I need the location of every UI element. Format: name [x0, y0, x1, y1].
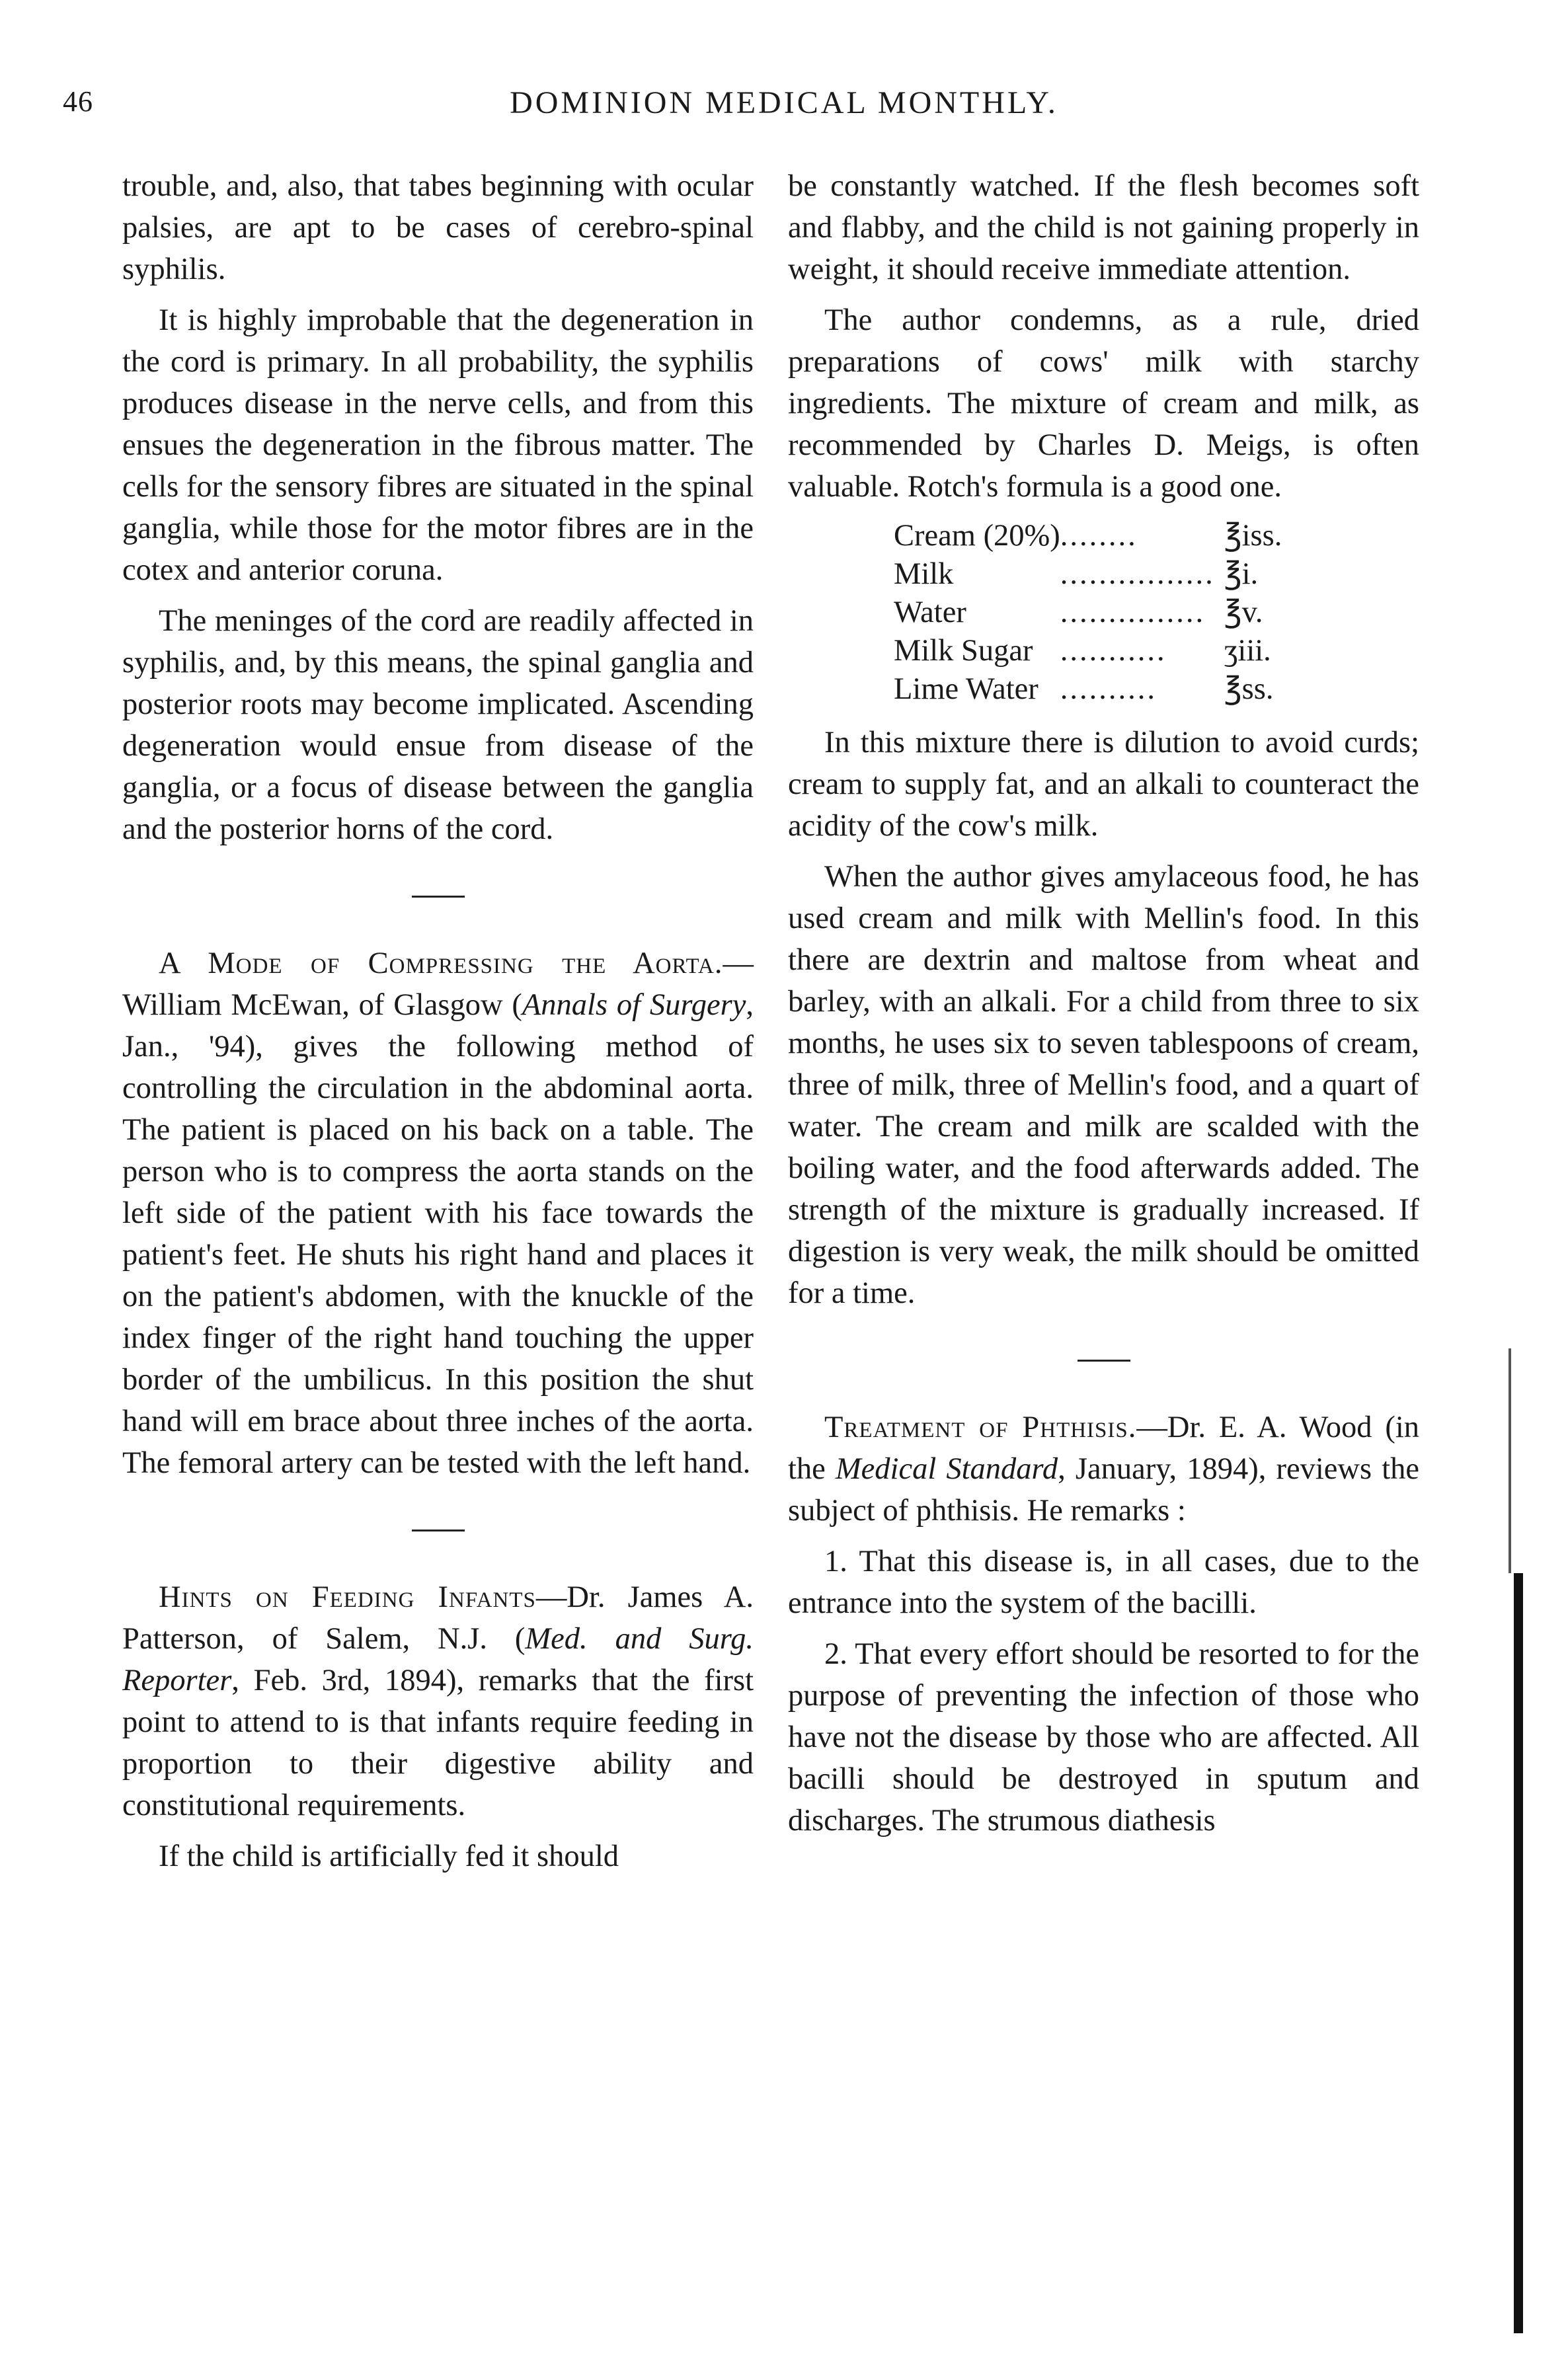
- journal-title: Annals of Surgery: [522, 988, 746, 1022]
- leader-dots: ........: [1060, 519, 1138, 553]
- right-column: [788, 165, 1419, 1841]
- article-infants: Hints on Feeding Infants—Dr. James A. Patterson, of Salem, N.J. (Med. and Surg. Reporter, Feb. 3rd, 1894), remarks that the first point to attend to is that infants require feeding in proportion to their digestive ability and constitutional requirements.: [122, 1580, 754, 1822]
- article-heading: Treatment of Phthisis.: [824, 1411, 1137, 1444]
- formula-row: [894, 670, 1282, 709]
- paragraph: In this mixture there is dilution to avoid curds; cream to supply fat, and an alkali to counteract the acidity of the cow's milk.: [788, 726, 1419, 843]
- leader-dots: ...............: [1060, 596, 1206, 629]
- paragraph: The author condemns, as a rule, dried preparations of cows' milk with starchy ingredients. The mixture of cream and milk, as recommended by Charles D. Meigs, is often valuable. Rotch's formula is a good one.: [788, 303, 1419, 504]
- rotch-formula-table: [894, 517, 1282, 709]
- leader-dots: ...........: [1060, 634, 1167, 668]
- paragraph: It is highly improbable that the degeneration in the cord is primary. In all probability, the syphilis produces disease in the nerve cells, and from this ensues the degeneration in the fibrous matter. The cells for the sensory fibres are situated in the spinal ganglia, while those for the motor fibres are in the cotex and anterior coruna.: [122, 303, 754, 587]
- article-heading: A Mode of Compressing the Aorta.: [159, 947, 723, 980]
- section-divider: [122, 850, 754, 943]
- section-divider: [122, 1484, 754, 1576]
- running-title: DOMINION MEDICAL MONTHLY.: [510, 85, 1058, 120]
- ingredient: Water: [894, 596, 966, 629]
- quantity: ℥iss.: [1224, 519, 1282, 553]
- scan-edge-mark: [1509, 1348, 1511, 1573]
- ingredient: Milk: [894, 557, 954, 591]
- scan-edge-bar: [1514, 1573, 1523, 2333]
- paragraph: trouble, and, also, that tabes beginning with ocular palsies, are apt to be cases of cerebro-spinal syphilis.: [122, 169, 754, 286]
- formula-row: [894, 555, 1282, 594]
- article-aorta: A Mode of Compressing the Aorta.—William McEwan, of Glasgow (Annals of Surgery, Jan., '94), gives the following method of controlling the circulation in the abdominal aorta. The patient is placed on his back on a table. The person who is to compress the aorta stands on the left side of the patient with his face towards the patient's feet. He shuts his right hand and places it on the patient's abdomen, with the knuckle of the index finger of the right hand touching the upper border of the umbilicus. In this position the shut hand will em brace about three inches of the aorta. The femoral artery can be tested with the left hand.: [122, 947, 754, 1480]
- paragraph: The meninges of the cord are readily affected in syphilis, and, by this means, the spinal ganglia and posterior roots may become implicated. Ascending degeneration would ensue from disease of the ganglia, or a focus of disease between the ganglia and the posterior horns of the cord.: [122, 604, 754, 846]
- quantity: ℥v.: [1224, 596, 1263, 629]
- ingredient: Lime Water: [894, 672, 1039, 706]
- left-column: [122, 165, 754, 1877]
- formula-row: [894, 517, 1282, 555]
- list-item: 2. That every effort should be resorted to for the purpose of preventing the infection of those who have not the disease by those who are affected. All bacilli should be destroyed in sputum and discharges. The strumous diathesis: [788, 1637, 1419, 1838]
- paragraph: When the author gives amylaceous food, he has used cream and milk with Mellin's food. In this there are dextrin and maltose from wheat and barley, with an alkali. For a child from three to six months, he uses six to seven tablespoons of cream, three of milk, three of Mellin's food, and a quart of water. The cream and milk are scalded with the boiling water, and the food afterwards added. The strength of the mixture is gradually increased. If digestion is very weak, the milk should be omitted for a time.: [788, 860, 1419, 1310]
- ingredient: Cream (20%): [894, 519, 1060, 553]
- list-item: 1. That this disease is, in all cases, due to the entrance into the system of the bacilli.: [788, 1545, 1419, 1620]
- section-divider: [788, 1314, 1419, 1407]
- formula-row: [894, 632, 1282, 670]
- paragraph: If the child is artificially fed it should: [159, 1840, 619, 1873]
- article-heading: Hints on Feeding Infants: [159, 1580, 536, 1614]
- ingredient: Milk Sugar: [894, 634, 1033, 668]
- quantity: ℥ss.: [1224, 672, 1274, 706]
- article-phthisis: Treatment of Phthisis.—Dr. E. A. Wood (in the Medical Standard, January, 1894), reviews the subject of phthisis. He remarks :: [788, 1411, 1420, 1528]
- journal-title: Med. and Surg. Reporter: [122, 1622, 754, 1697]
- formula-row: [894, 594, 1282, 632]
- paragraph: be constantly watched. If the flesh becomes soft and flabby, and the child is not gaining properly in weight, it should receive immediate attention.: [788, 169, 1419, 286]
- leader-dots: ................: [1060, 557, 1215, 591]
- quantity: ʒiii.: [1224, 634, 1271, 668]
- leader-dots: ..........: [1060, 672, 1157, 706]
- quantity: ℥i.: [1224, 557, 1259, 591]
- page-number: 46: [63, 85, 93, 118]
- journal-title: Medical Standard: [835, 1452, 1058, 1486]
